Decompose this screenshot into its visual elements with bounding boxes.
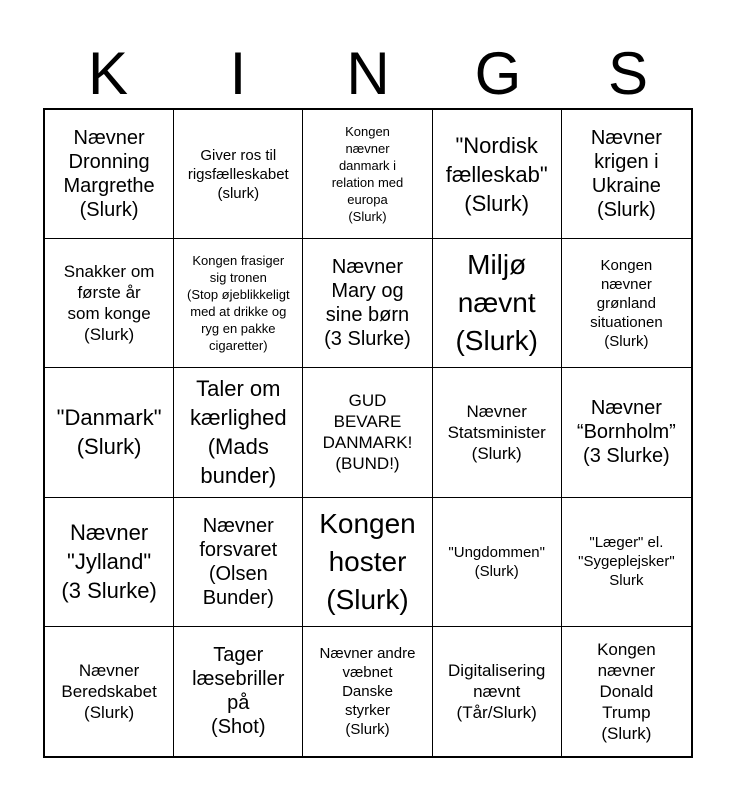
bingo-cell-r4-c2[interactable]: Nævner forsvaret (Olsen Bunder) (174, 498, 303, 627)
bingo-cell-r4-c4[interactable]: "Ungdommen" (Slurk) (433, 498, 562, 627)
bingo-cell-r2-c3[interactable]: Nævner Mary og sine børn (3 Slurke) (303, 239, 432, 368)
header-letter-s: S (607, 40, 649, 107)
bingo-cell-r5-c2[interactable]: Tager læsebriller på (Shot) (174, 627, 303, 756)
bingo-cell-r3-c1[interactable]: "Danmark" (Slurk) (45, 368, 174, 497)
bingo-cell-r5-c1[interactable]: Nævner Beredskabet (Slurk) (45, 627, 174, 756)
bingo-cell-r5-c4[interactable]: Digitalisering nævnt (Tår/Slurk) (433, 627, 562, 756)
bingo-cell-r2-c2[interactable]: Kongen frasiger sig tronen (Stop øjeblikkeligt med at drikke og ryg en pakke cigaretter) (174, 239, 303, 368)
bingo-cell-r2-c4[interactable]: Miljø nævnt (Slurk) (433, 239, 562, 368)
bingo-cell-r1-c4[interactable]: "Nordisk fælleskab" (Slurk) (433, 110, 562, 239)
bingo-cell-r1-c1[interactable]: Nævner Dronning Margrethe (Slurk) (45, 110, 174, 239)
bingo-cell-r1-c2[interactable]: Giver ros til rigsfælleskabet (slurk) (174, 110, 303, 239)
bingo-cell-r4-c3[interactable]: Kongen hoster (Slurk) (303, 498, 432, 627)
bingo-cell-r1-c5[interactable]: Nævner krigen i Ukraine (Slurk) (562, 110, 691, 239)
bingo-cell-r2-c5[interactable]: Kongen nævner grønland situationen (Slurk) (562, 239, 691, 368)
header-letter-g: G (474, 40, 522, 107)
bingo-cell-r4-c1[interactable]: Nævner "Jylland" (3 Slurke) (45, 498, 174, 627)
bingo-board (43, 108, 693, 758)
bingo-cell-r3-c4[interactable]: Nævner Statsminister (Slurk) (433, 368, 562, 497)
bingo-cell-r2-c1[interactable]: Snakker om første år som konge (Slurk) (45, 239, 174, 368)
header-letter-i: I (229, 40, 247, 107)
header-letter-n: N (346, 40, 390, 107)
bingo-cell-r5-c5[interactable]: Kongen nævner Donald Trump (Slurk) (597, 639, 656, 743)
bingo-cell-r3-c3[interactable]: GUD BEVARE DANMARK! (BUND!) (303, 368, 432, 497)
bingo-cell-r5-c3[interactable]: Nævner andre væbnet Danske styrker (Slurk) (303, 627, 432, 756)
bingo-cell-r3-c2[interactable]: Taler om kærlighed (Mads bunder) (174, 368, 303, 497)
header-letter-k: K (87, 40, 129, 107)
bingo-header (43, 40, 693, 108)
bingo-cell-r3-c5[interactable]: Nævner “Bornholm” (3 Slurke) (562, 368, 691, 497)
bingo-cell-r1-c3[interactable]: Kongen nævner danmark i relation med europa (Slurk) (303, 110, 432, 239)
bingo-cell-r4-c5[interactable]: "Læger" el. "Sygeplejsker" Slurk (562, 498, 691, 627)
